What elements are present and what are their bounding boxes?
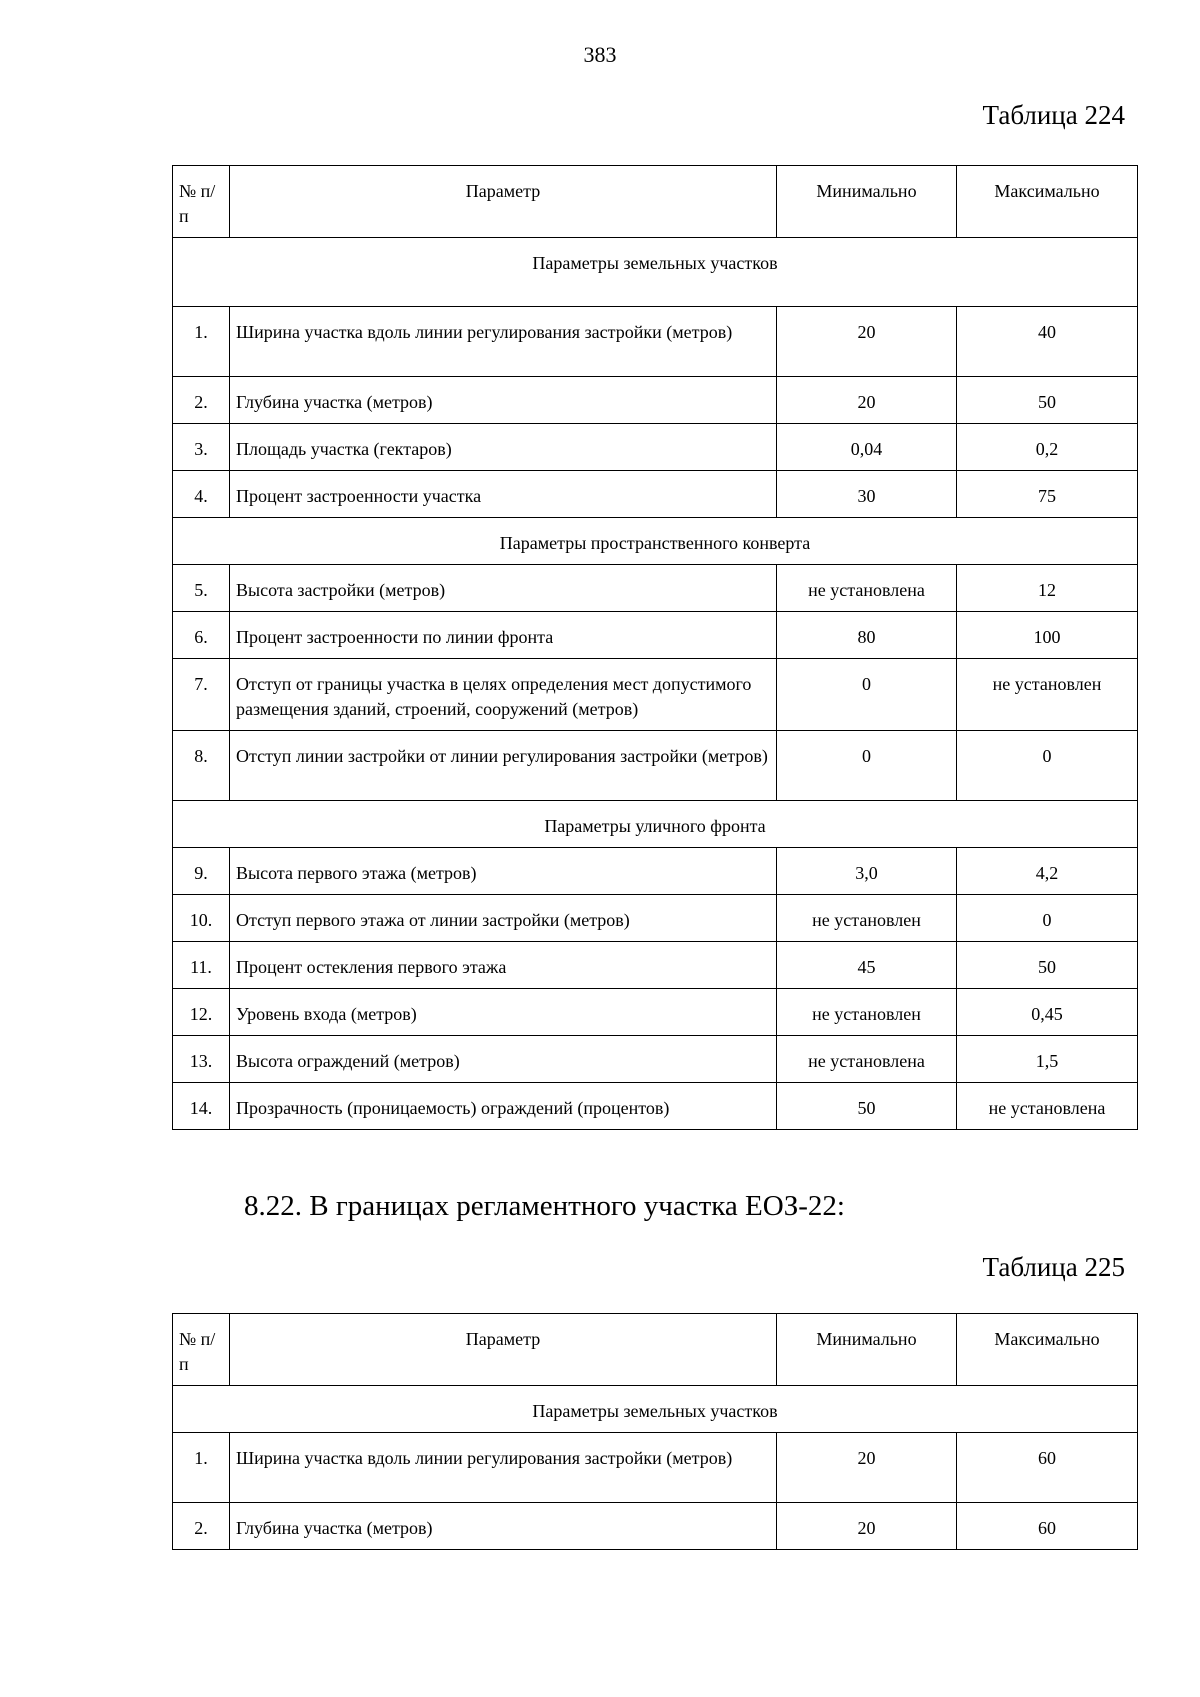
group-title: Параметры уличного фронта: [173, 801, 1138, 848]
row-min: 45: [777, 942, 957, 989]
row-param: Высота ограждений (метров): [230, 1036, 777, 1083]
row-param: Высота застройки (метров): [230, 565, 777, 612]
header-min: Минимально: [777, 166, 957, 238]
group-title: Параметры земельных участков: [173, 1386, 1138, 1433]
row-param: Отступ линии застройки от линии регулирования застройки (метров): [230, 731, 777, 801]
row-param: Процент застроенности по линии фронта: [230, 612, 777, 659]
row-param: Отступ от границы участка в целях определения мест допустимого размещения зданий, строений, сооружений (метров): [230, 659, 777, 731]
table-225-header-row: [173, 1314, 1138, 1386]
row-num: 10.: [173, 895, 230, 942]
row-min: не установлена: [777, 1036, 957, 1083]
row-max: 0,45: [957, 989, 1138, 1036]
row-min: 50: [777, 1083, 957, 1130]
row-max: 50: [957, 942, 1138, 989]
row-param: Прозрачность (проницаемость) ограждений (процентов): [230, 1083, 777, 1130]
row-min: 30: [777, 471, 957, 518]
table-row: [173, 1036, 1138, 1083]
group-row: [173, 238, 1138, 307]
table-row: [173, 848, 1138, 895]
row-num: 2.: [173, 377, 230, 424]
header-param: Параметр: [230, 166, 777, 238]
table-row: [173, 1083, 1138, 1130]
row-num: 5.: [173, 565, 230, 612]
row-min: 20: [777, 377, 957, 424]
row-num: 7.: [173, 659, 230, 731]
row-max: 75: [957, 471, 1138, 518]
row-min: 80: [777, 612, 957, 659]
table-row: [173, 731, 1138, 801]
header-param: Параметр: [230, 1314, 777, 1386]
row-num: 14.: [173, 1083, 230, 1130]
row-num: 6.: [173, 612, 230, 659]
row-min: 0: [777, 731, 957, 801]
row-param: Высота первого этажа (метров): [230, 848, 777, 895]
row-max: 60: [957, 1433, 1138, 1503]
row-num: 8.: [173, 731, 230, 801]
row-max: 50: [957, 377, 1138, 424]
table-row: [173, 1433, 1138, 1503]
section-heading: 8.22. В границах регламентного участка ЕОЗ-22:: [244, 1190, 845, 1222]
table-row: [173, 989, 1138, 1036]
group-row: [173, 801, 1138, 848]
header-num: № п/п: [173, 1314, 230, 1386]
table-224-caption: Таблица 224: [982, 100, 1125, 130]
row-param: Глубина участка (метров): [230, 377, 777, 424]
row-num: 1.: [173, 307, 230, 377]
row-max: 1,5: [957, 1036, 1138, 1083]
row-min: 20: [777, 1503, 957, 1550]
row-max: 0: [957, 895, 1138, 942]
table-row: [173, 612, 1138, 659]
row-min: не установлен: [777, 989, 957, 1036]
row-min: 20: [777, 1433, 957, 1503]
table-225: [172, 1313, 1138, 1550]
table-224: [172, 165, 1138, 1130]
row-param: Отступ первого этажа от линии застройки (метров): [230, 895, 777, 942]
row-max: 100: [957, 612, 1138, 659]
row-param: Площадь участка (гектаров): [230, 424, 777, 471]
page-number: 383: [583, 42, 617, 67]
table-row: [173, 424, 1138, 471]
group-row: [173, 518, 1138, 565]
row-num: 4.: [173, 471, 230, 518]
row-max: 60: [957, 1503, 1138, 1550]
row-min: 0,04: [777, 424, 957, 471]
row-num: 9.: [173, 848, 230, 895]
table-225-caption: Таблица 225: [982, 1252, 1125, 1282]
row-param: Глубина участка (метров): [230, 1503, 777, 1550]
table-row: [173, 895, 1138, 942]
row-num: 1.: [173, 1433, 230, 1503]
row-num: 13.: [173, 1036, 230, 1083]
row-max: 40: [957, 307, 1138, 377]
group-title: Параметры земельных участков: [173, 238, 1138, 307]
row-min: 20: [777, 307, 957, 377]
row-max: 0,2: [957, 424, 1138, 471]
row-num: 2.: [173, 1503, 230, 1550]
row-param: Ширина участка вдоль линии регулирования застройки (метров): [230, 307, 777, 377]
row-max: 12: [957, 565, 1138, 612]
header-min: Минимально: [777, 1314, 957, 1386]
table-row: [173, 1503, 1138, 1550]
header-max: Максимально: [957, 166, 1138, 238]
row-num: 11.: [173, 942, 230, 989]
row-max: 4,2: [957, 848, 1138, 895]
row-min: не установлена: [777, 565, 957, 612]
table-row: [173, 565, 1138, 612]
row-max: 0: [957, 731, 1138, 801]
row-max: не установлена: [957, 1083, 1138, 1130]
row-param: Процент застроенности участка: [230, 471, 777, 518]
group-title: Параметры пространственного конверта: [173, 518, 1138, 565]
row-min: 0: [777, 659, 957, 731]
row-min: не установлен: [777, 895, 957, 942]
row-min: 3,0: [777, 848, 957, 895]
row-max: не установлен: [957, 659, 1138, 731]
table-row: [173, 471, 1138, 518]
table-224-header-row: [173, 166, 1138, 238]
row-param: Ширина участка вдоль линии регулирования застройки (метров): [230, 1433, 777, 1503]
row-num: 12.: [173, 989, 230, 1036]
header-num: № п/п: [173, 166, 230, 238]
header-max: Максимально: [957, 1314, 1138, 1386]
row-param: Уровень входа (метров): [230, 989, 777, 1036]
table-row: [173, 377, 1138, 424]
group-row: [173, 1386, 1138, 1433]
row-param: Процент остекления первого этажа: [230, 942, 777, 989]
table-row: [173, 942, 1138, 989]
row-num: 3.: [173, 424, 230, 471]
table-row: [173, 659, 1138, 731]
table-row: [173, 307, 1138, 377]
